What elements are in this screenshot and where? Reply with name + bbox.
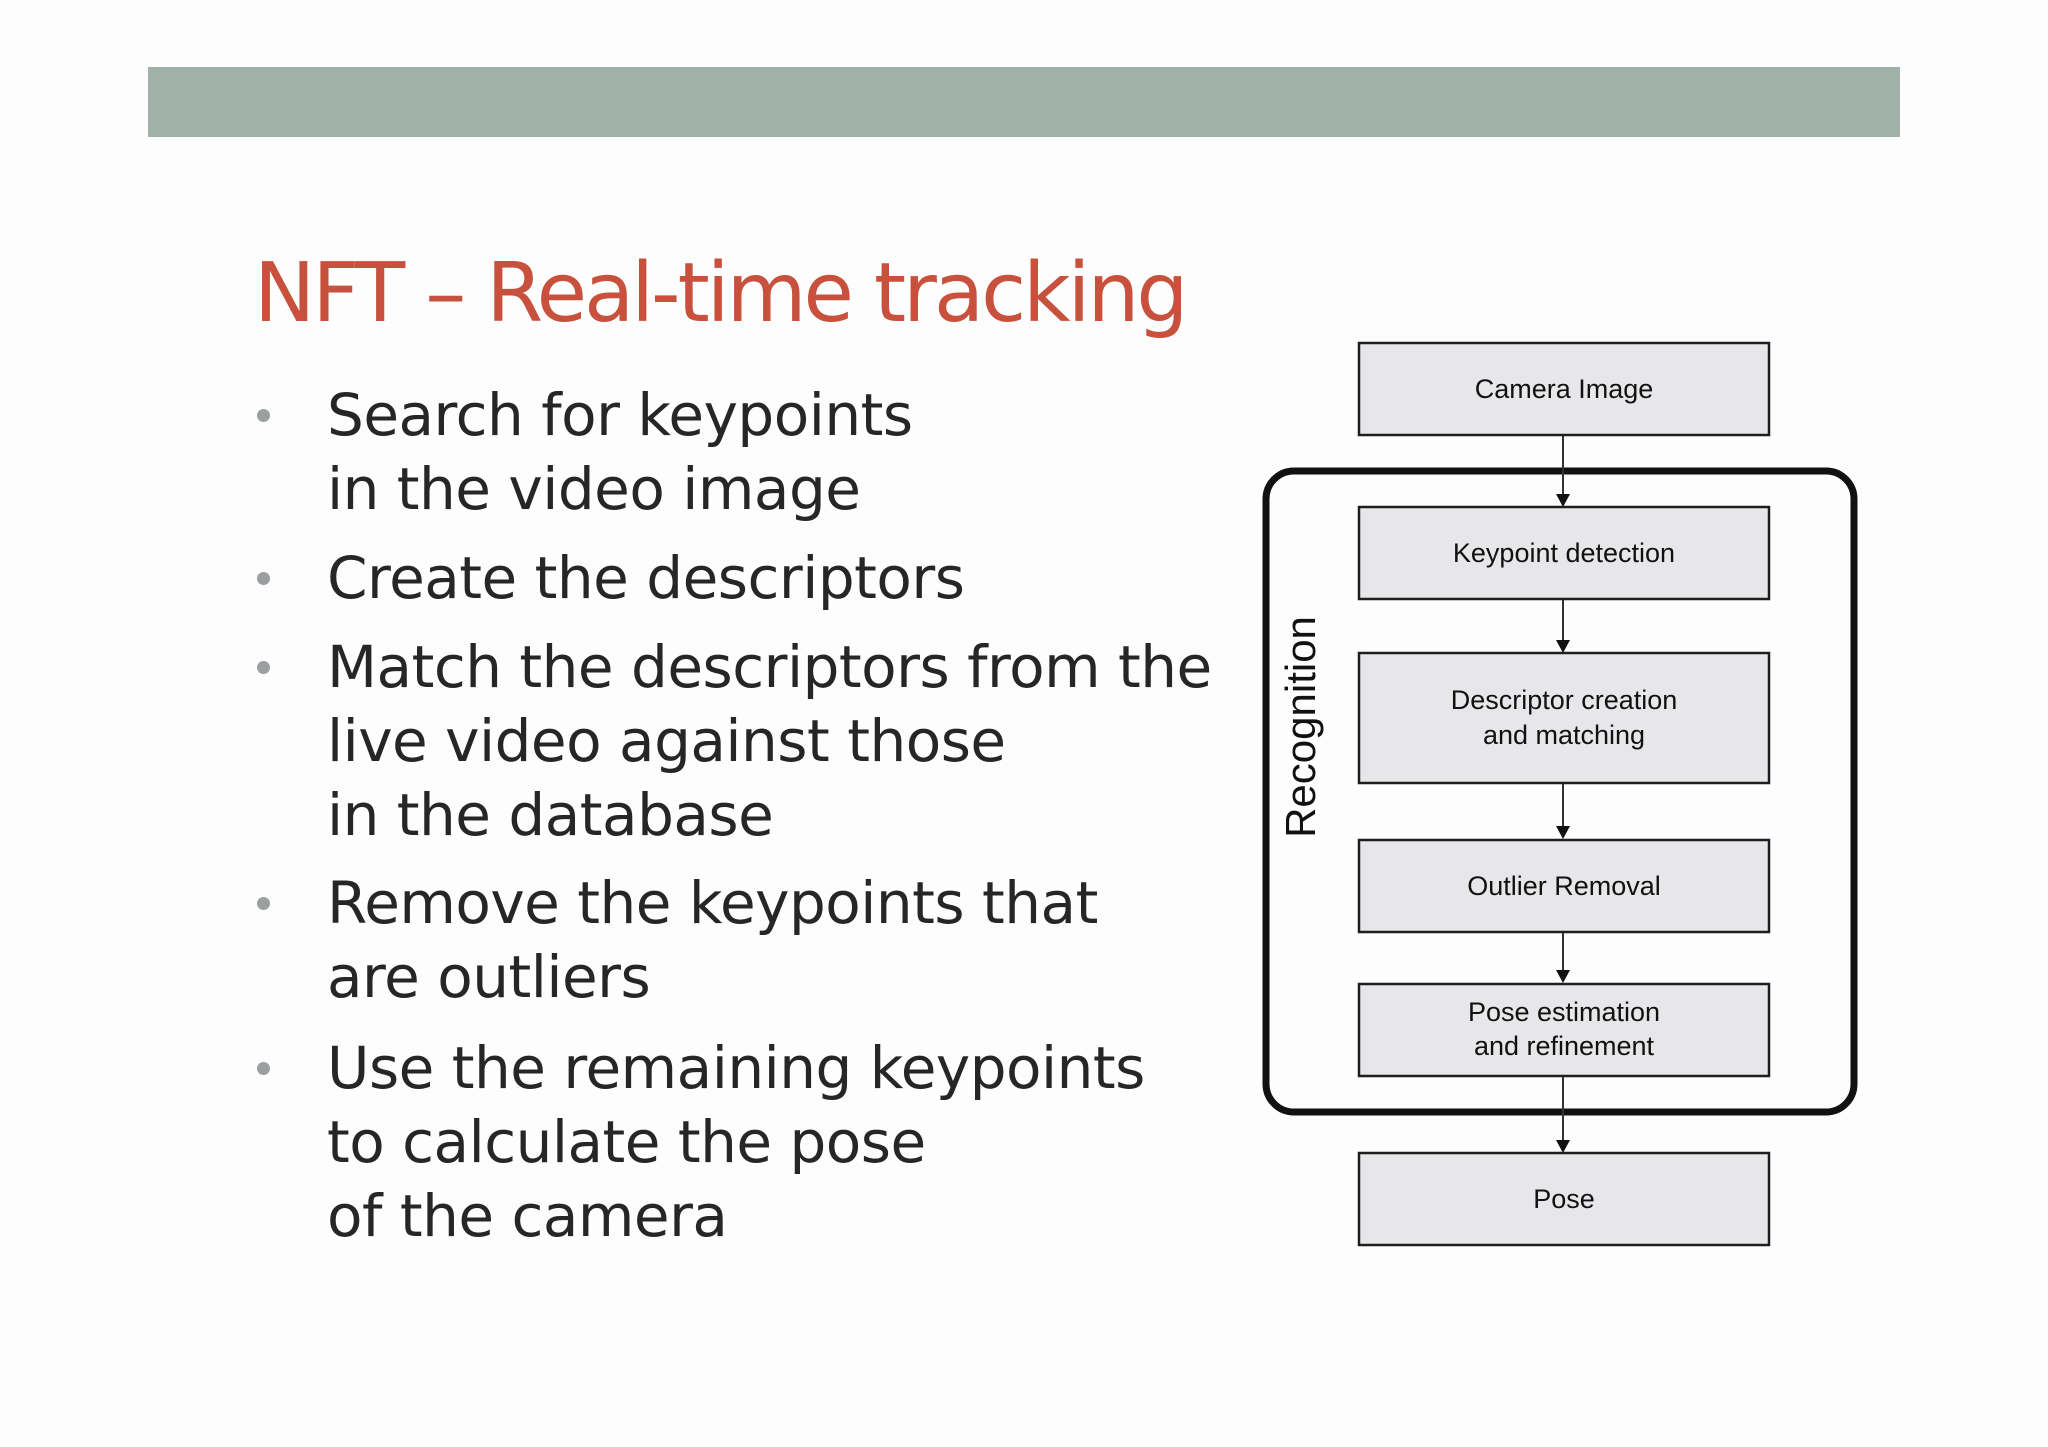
step-camera-image [1359, 343, 1769, 435]
arrow-head [1556, 640, 1570, 653]
bullet-line: are outliers [327, 943, 651, 1011]
slide-title: NFT – Real-time tracking [254, 246, 1186, 341]
arrow-head [1556, 494, 1570, 507]
step-label: Pose [1533, 1184, 1595, 1214]
step-label: Camera Image [1474, 374, 1654, 404]
step-label: and refinement [1473, 1031, 1655, 1061]
step-box [1359, 653, 1769, 783]
bullet-line: in the database [327, 781, 774, 849]
bullet-line: in the video image [327, 455, 861, 523]
bullet-line: Use the remaining keypoints [327, 1034, 1145, 1102]
step-descriptor-creation [1359, 653, 1769, 783]
bullet-line: Create the descriptors [327, 544, 965, 612]
step-pose-estimation [1359, 984, 1769, 1076]
step-label: Outlier Removal [1467, 871, 1661, 901]
step-outlier-removal [1359, 840, 1769, 932]
bullet-line: Search for keypoints [327, 381, 913, 449]
arrow-head [1556, 970, 1570, 983]
step-keypoint-detection [1359, 507, 1769, 599]
bullet-line: live video against those [327, 707, 1006, 775]
step-pose [1359, 1153, 1769, 1245]
recognition-group-label: Recognition [1277, 616, 1324, 838]
bullet-line: to calculate the pose [327, 1108, 926, 1176]
bullet-line: Remove the keypoints that [327, 869, 1098, 937]
arrow-head [1556, 1140, 1570, 1153]
step-label: and matching [1482, 720, 1646, 750]
arrow-head [1556, 826, 1570, 839]
step-label: Keypoint detection [1452, 538, 1676, 568]
bullet-line: of the camera [327, 1182, 728, 1250]
bullet-line: Match the descriptors from the [327, 633, 1212, 701]
step-label: Pose estimation [1467, 997, 1661, 1027]
step-label: Descriptor creation [1450, 685, 1678, 715]
